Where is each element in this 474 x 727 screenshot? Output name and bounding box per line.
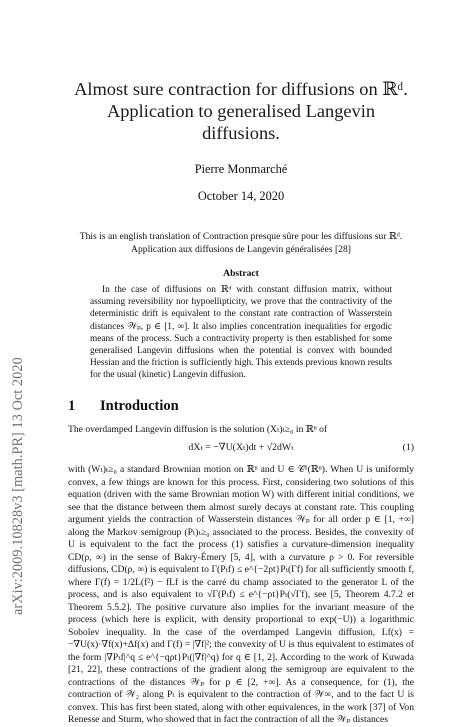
section-number: 1 (68, 397, 76, 414)
section-title: Introduction (100, 397, 179, 414)
author-name: Pierre Monmarché (194, 162, 288, 176)
equation-body: dXₜ = −∇U(Xₜ)dt + √2dWₜ (188, 442, 294, 454)
equation-1 (68, 442, 414, 458)
section-heading (68, 398, 414, 415)
arxiv-identifier-stamp: arXiv:2009.10828v3 [math.PR] 13 Oct 2020 (10, 357, 26, 615)
equation-number: (1) (402, 442, 414, 454)
translation-note: This is an english translation of Contraction presque sûre pour les diffusions sur ℝᵈ. Application aux diffusions de Langevin généralisées [28] (79, 231, 403, 255)
paper-date: October 14, 2020 (197, 189, 285, 203)
intro-first-sentence: The overdamped Langevin diffusion is the solution (Xₜ)ₜ≥₀ in ℝⁿ of (68, 423, 328, 435)
intro-body-text: with (Wₜ)ₜ≥₀ a standard Brownian motion on ℝⁿ and U ∈ 𝒞¹(ℝⁿ). When U is uniformly convex, a few things are known for this process. First, considering two solutions of this equation (driven with the same Brownian motion W) with different initial conditions, we see that the distance between them almost surely decays at constant rate. This coupling argument yields the contraction of Wasserstein distances 𝒲ₚ for all order p ∈ [1, +∞] along the Markov semigroup (Pₜ)ₜ≥₀ associated to the process. Besides, the convexity of U is equivalent to the fact the process (1) satisfies a curvature-dimension inequality CD(ρ, ∞) in the sense of Bakry-Émery [5, 4], with a curvature ρ > 0. For reversible diffusions, CD(ρ, ∞) is equivalent to Γ(Pₜf) ≤ e^{−2ρt}Pₜ(Γf) for all sufficiently smooth f, where Γ(f) = 1/2L(f²) − fLf is the carré du champ associated to the generator L of the process, and is also equivalent to √Γ(Pₜf) ≤ e^{−ρt}Pₜ(√Γf), see [5, Theorem 4.7.2 et Theorem 5.5.2]. The positive curvature also implies for the invariant measure of the process (which here is explicit, with density proportional to exp(−U)) a logarithmic Sobolev inequality. In the case of the overdamped Langevin diffusion, Lf(x) = −∇U(x)·∇f(x)+Δf(x) and Γ(f) = |∇f|²; the convexity of U is thus equivalent to estimates of the form |∇Pₜf|^q ≤ e^{−qρt}Pₜ(|∇f|^q) for q ∈ [1, 2]. According to the work of Kuwada [21, 22], these contractions of the gradient along the semigroup are equivalent to the contractions of the distances 𝒲ₚ for p ∈ [2, +∞]. As a consequence, for (1), the contraction of 𝒲₂ along Pₜ is equivalent to the contraction of 𝒲∞, and to the fact U is convex. This has first been stated, along with other equivalences, in the work [37] of Von Renesse and Sturm, who showed that in fact the contraction of all the 𝒲ₚ distances (68, 464, 414, 726)
paper-title: Almost sure contraction for diffusions on ℝᵈ. Application to generalised Langevin diffusions. (74, 79, 408, 143)
abstract-text: In the case of diffusions on ℝᵈ with constant diffusion matrix, without assuming reversibility nor hypoellipticity, we prove that the contractivity of the deterministic drift is equivalent to the constant rate contraction of Wasserstein distances 𝒲ₚ, p ∈ [1, ∞]. It also implies concentration inequalities for ergodic means of the process. Such a contractivity property is then established for some generalised Langevin diffusions when the potential is convex with bounded Hessian and the friction is sufficiently high. This extends previous known results for the usual (kinetic) Langevin diffusion. (90, 285, 392, 381)
paper-page (68, 0, 414, 727)
abstract-heading: Abstract (223, 268, 259, 279)
